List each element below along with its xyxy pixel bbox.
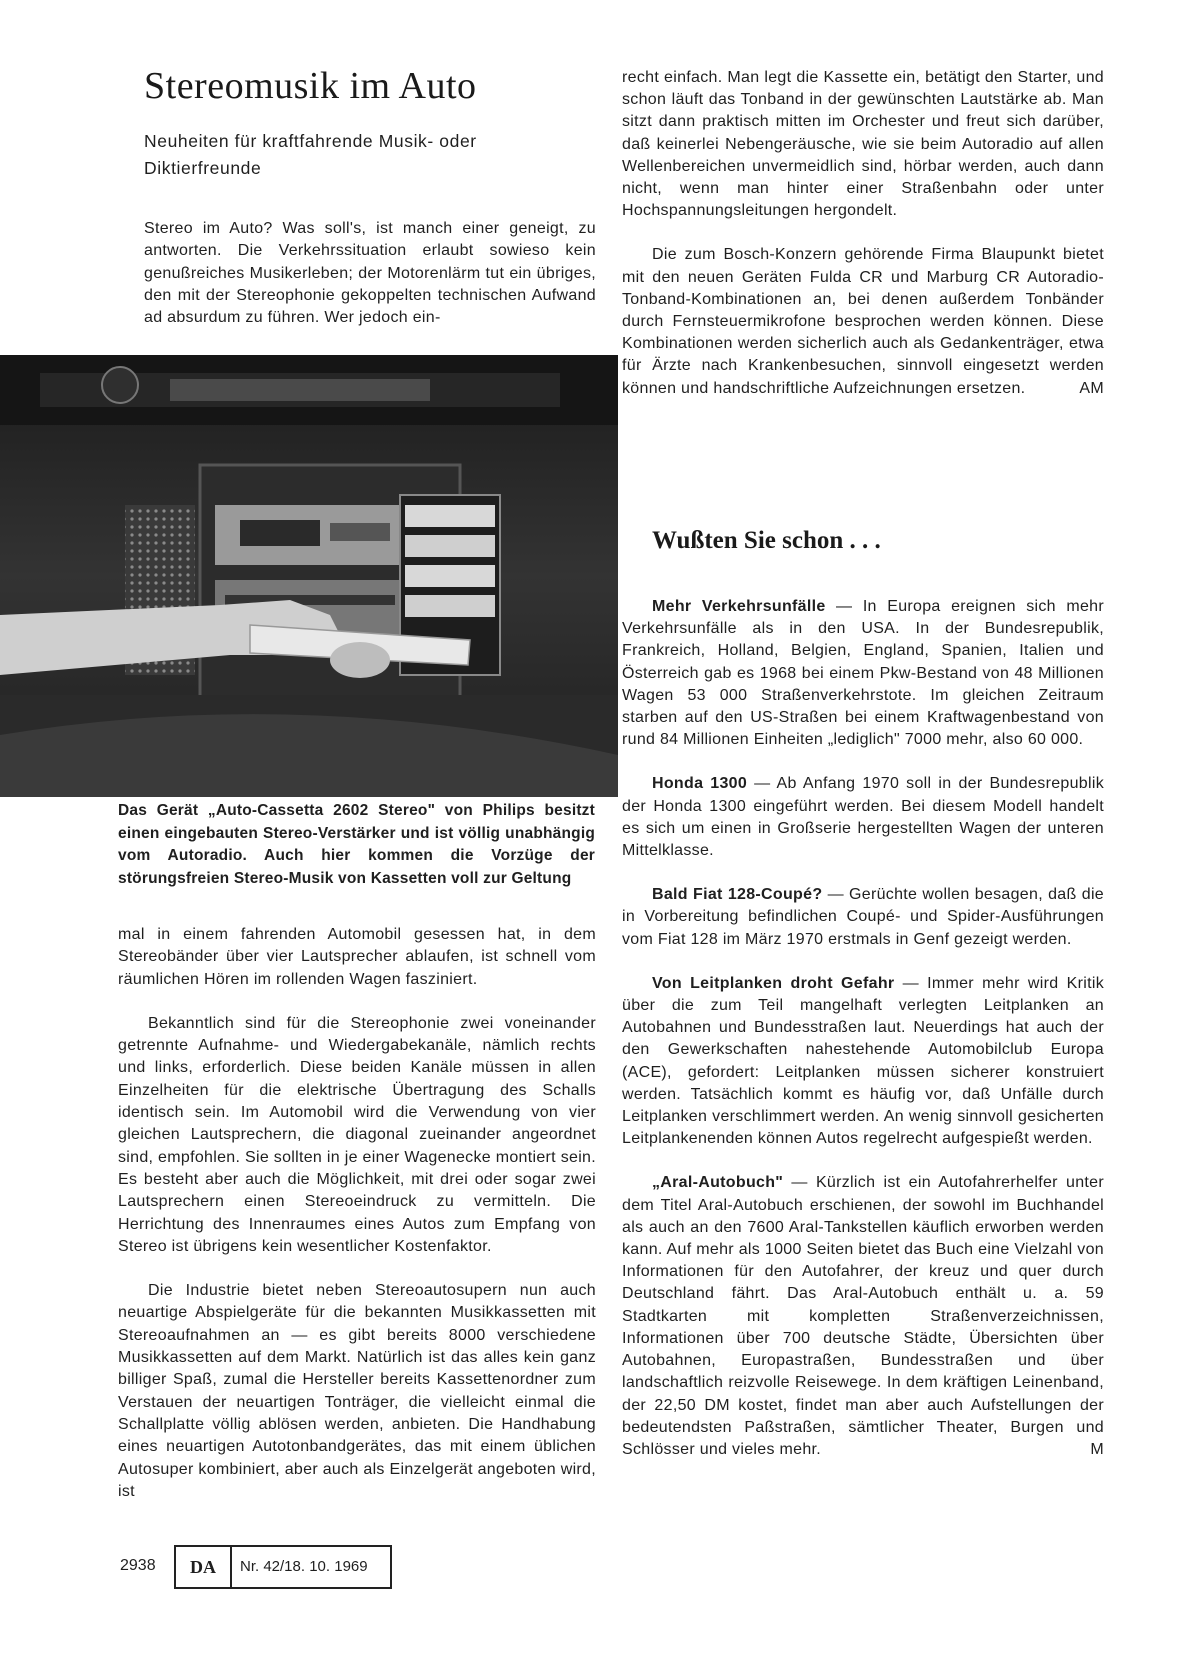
left-column-body	[118, 924, 596, 1503]
article-title: Stereomusik im Auto	[144, 65, 477, 107]
paragraph-blaupunkt-text: Die zum Bosch-Konzern gehörende Firma Blaupunkt bietet mit den neuen Geräten Fulda CR und Marburg CR Autoradio-Tonband-Kombinationen an, bei denen außerdem Tonbänder durch Fernsteuermikrofone besprochen werden können. Diese Kombinationen werden sicherlich auch als Gedankenträger, etwa für Ärzte nach Krankenbesuchen, sinnvoll eingesetzt werden können und handschriftliche Aufzeichnungen ersetzen.	[622, 246, 1104, 397]
news-item-lead: Mehr Verkehrsunfälle	[652, 598, 826, 615]
paragraph-continue: mal in einem fahrenden Automobil gesessen hat, in dem Stereobänder über vier Lautsprecher ablaufen, ist schnell vom räumlichen Hören im rollenden Wagen fasziniert.	[118, 926, 596, 988]
paragraph-industry: Die Industrie bietet neben Stereoautosupern nun auch neuartige Abspielgeräte für die bekannten Musikkassetten mit Stereoaufnahmen an — es gibt bereits 8000 verschiedene Musikkassetten auf dem Markt. Natürlich ist das alles kein ganz billiger Spaß, zumal die Hersteller bereits Kassettenordner zum Verstauen der neuartigen Tonträger, die vielleicht einmal die Schallplatte völlig ablösen werden, anbieten. Die Handhabung eines neuartigen Autotonbandgerätes, das mit einem üblichen Autosuper kombiniert, aber auch als Einzelgerät angeboten wird, ist	[118, 1282, 596, 1500]
article-photo	[0, 355, 618, 797]
news-item-text: — Kürzlich ist ein Autofahrerhelfer unter dem Titel Aral-Autobuch erschienen, der sowohl im Buchhandel als auch an den 7600 Aral-Tankstellen käuflich erworben werden kann. Auf mehr als 1000 Seiten bietet das Buch eine Vielzahl von Informationen für den Autofahrer, der kreuz und quer durch Deutschland fährt. Das Aral-Autobuch enthält u. a. 59 Stadtkarten mit kompletten Straßenverzeichnissen, Informationen über 700 deutsche Städte, Übersichten über Autobahnen, Europastraßen, Bundesstraßen und über landschaftlich reizvolle Reisewege. In dem kräftigen Leinenband, der 22,50 DM kostet, findet man aber auch Aufstellungen der bedeutendsten Paßstraßen, sämtlicher Theater, Burgen und Schlösser und vieles mehr.	[622, 1174, 1104, 1458]
news-item-lead: Von Leitplanken droht Gefahr	[652, 974, 895, 992]
news-item	[622, 973, 1104, 1151]
page-number: 2938	[120, 1557, 156, 1574]
news-item-lead: Honda 1300	[652, 775, 748, 793]
news-item-text: — Ab Anfang 1970 soll in der Bundesrepublik der Honda 1300 eingeführt werden. Bei diesem Modell handelt es sich um einen in Großserie hergestellten Wagen der unteren Mittelklasse.	[622, 775, 1105, 860]
news-item	[622, 884, 1104, 951]
issue-info: Nr. 42/18. 10. 1969	[232, 1545, 392, 1589]
page-footer	[118, 1545, 418, 1591]
news-column	[622, 596, 1104, 1461]
right-column-top	[622, 67, 1104, 400]
paragraph-handling: recht einfach. Man legt die Kassette ein, betätigt den Starter, und schon läuft das Tonband in der gewünschten Lautstärke ab. Man sitzt dann praktisch mitten im Orchester und freut sich darüber, daß keinerlei Nebengeräusche, wie sie beim Autoradio auf allen Wellenbereichen unvermeidlich sind, hörbar werden, auch dann nicht, wenn man hinter einer Straßenbahn oder unter Hochspannungsleitungen hergondelt.	[622, 69, 1104, 220]
paragraph-blaupunkt	[622, 244, 1104, 399]
news-item-lead: Bald Fiat 128-Coupé?	[652, 886, 823, 904]
magazine-logo: DA	[174, 1545, 232, 1589]
article-subtitle: Neuheiten für kraftfahrende Musik- oder Diktierfreunde	[144, 131, 477, 178]
photo-caption: Das Gerät „Auto-Cassetta 2602 Stereo" von Philips besitzt einen eingebauten Stereo-Verstärker und ist völlig unabhängig vom Autoradio. Auch hier kommen die Vorzüge der störungsfreien Stereo-Musik von Kassetten voll zur Geltung	[118, 802, 595, 887]
news-item	[622, 1172, 1104, 1461]
news-item-text: — Immer mehr wird Kritik über die zum Teil mangelhaft verlegten Leitplanken an Autobahnen und Bundesstraßen laut. Neuerdings hat auch der den Gewerkschaften nahestehende Automobilclub Europa (ACE), gefordert: Leitplanken müssen sicherer konstruiert werden. Tatsächlich kommt es häufig vor, daß Unfälle durch Leitplanken verschlimmert werden. An wenig sinnvoll gesicherten Leitplankenenden können Autos regelrecht aufgespießt werden.	[622, 974, 1104, 1148]
news-heading: Wußten Sie schon . . .	[652, 527, 881, 554]
intro-paragraph: Stereo im Auto? Was soll's, ist manch einer geneigt, zu antworten. Die Verkehrssituation erlaubt sowieso kein genußreiches Musikerleben; der Motorenlärm tut ein übriges, den mit der Stereophonie gekoppelten technischen Aufwand ad absurdum zu führen. Wer jedoch ein-	[144, 220, 596, 327]
paragraph-stereo-channels: Bekanntlich sind für die Stereophonie zwei voneinander getrennte Aufnahme- und Wiedergabekanäle, nämlich rechts und links, erforderlich. Diese beiden Kanäle müssen in allen Einzelheiten für die elektrische Übertragung des Schalls identisch sein. Im Automobil wird die Verwendung von vier gleichen Lautsprechern, die diagonal zueinander angeordnet sind, empfohlen. Sie sollten in je einer Wagenecke montiert sein. Es besteht aber auch die Möglichkeit, mit drei oder sogar zwei Lautsprechern einen Stereoeindruck zu vermitteln. Die Herrichtung des Innenraumes eines Autos zum Empfang von Stereo ist übrigens kein wesentlicher Kostenfaktor.	[118, 1014, 596, 1255]
car-dashboard-cassette-photo	[0, 355, 618, 797]
news-item	[622, 596, 1104, 751]
news-item	[622, 773, 1104, 862]
intro-column	[144, 218, 596, 329]
news-item-text: — In Europa ereignen sich mehr Verkehrsunfälle als in den USA. In der Bundesrepublik, Frankreich, Holland, Belgien, England, Spanien, Italien und Österreich gab es 1968 bei einem Pkw-Bestand von 48 Millionen Wagen 53 000 Straßenverkehrstote. Im gleichen Zeitraum starben auf den US-Straßen bei einem Kraftwagenbestand von rund 84 Millionen Einheiten „lediglich" 7000 mehr, also 60 000.	[622, 598, 1105, 749]
news-item-text: — Gerüchte wollen besagen, daß die in Vorbereitung befindlichen Coupé- und Spider-Ausführungen vom Fiat 128 im März 1970 erstmals in Genf gezeigt werden.	[622, 886, 1104, 948]
news-signature: M	[1090, 1440, 1104, 1458]
news-item-lead: „Aral-Autobuch"	[652, 1174, 784, 1192]
author-signature: AM	[1079, 379, 1104, 397]
